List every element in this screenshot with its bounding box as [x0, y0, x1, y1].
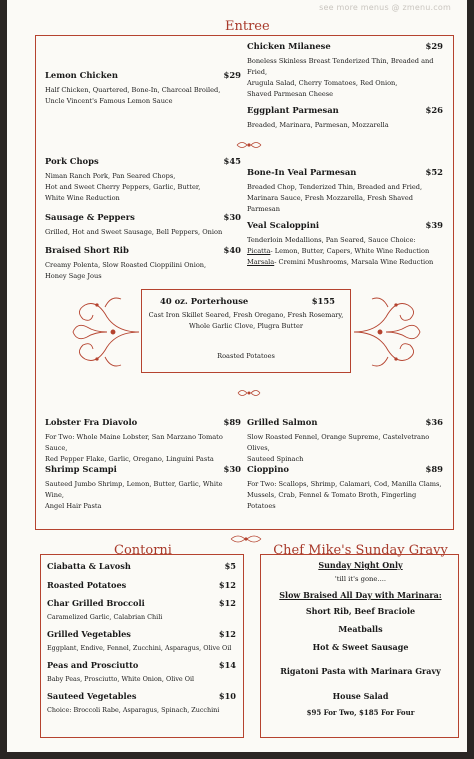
entree-item-desc-line: Marinara Sauce, Fresh Mozzarella, Fresh Shaved Parmesan	[247, 194, 414, 213]
gravy-subtitle: Sunday Night Only	[318, 560, 403, 570]
entree-item-name: Lemon Chicken	[45, 70, 118, 80]
watermark: see more menus @ zmenu.com	[319, 3, 451, 12]
entree-item-name: Shrimp Scampi	[45, 464, 117, 474]
contorni-item-header	[47, 561, 236, 571]
entree-item	[247, 464, 443, 512]
contorni-item-desc: Choice: Broccoli Rabe, Asparagus, Spinach, Zucchini	[47, 706, 220, 714]
left-scroll-ornament-icon	[67, 287, 141, 377]
entree-item-desc	[45, 171, 241, 204]
entree-item-desc-line: Half Chicken, Quartered, Bone-In, Charcoal Broiled,	[45, 86, 221, 94]
gravy-line: Hot & Sweet Sausage	[312, 642, 409, 652]
entree-item-desc-line: Tenderloin Medallions, Pan Seared, Sauce Choice:	[247, 236, 416, 244]
entree-item-desc-line: Sauteed Spinach	[247, 455, 304, 463]
entree-item-desc-line: Slow Roasted Fennel, Orange Supreme, Castelvetrano Olives,	[247, 433, 430, 452]
entree-item-header	[247, 417, 443, 427]
contorni-item-price: $5	[224, 561, 236, 571]
entree-item-desc-line: Shaved Parmesan Cheese	[247, 90, 334, 98]
porterhouse-desc	[141, 310, 351, 332]
entree-item-price: $52	[425, 167, 443, 177]
gravy-price: $95 For Two, $185 For Four	[306, 708, 415, 717]
entree-item-desc-line: White Wine Reduction	[45, 194, 120, 202]
porterhouse-desc-line: Cast Iron Skillet Seared, Fresh Oregano, Fresh Rosemary,	[148, 311, 344, 319]
entree-item-desc-line: Creamy Polenta, Slow Roasted Cioppilini Onion,	[45, 261, 207, 269]
menu-page	[7, 0, 467, 752]
entree-item-price: $36	[425, 417, 443, 427]
sauce-option-desc: - Cremini Mushrooms, Marsala Wine Reduction	[274, 258, 434, 266]
porterhouse-price: $155	[311, 296, 335, 306]
flourish-icon	[235, 139, 263, 151]
entree-item-desc	[45, 479, 241, 512]
entree-item-header	[45, 70, 241, 80]
contorni-title: Contorni	[114, 543, 172, 558]
sauce-option-name: Picatta	[247, 247, 271, 255]
entree-item-header	[45, 212, 241, 222]
entree-item	[45, 212, 241, 238]
sauce-option-desc: - Lemon, Butter, Capers, White Wine Reduction	[270, 247, 430, 255]
entree-item-desc	[247, 56, 443, 100]
contorni-item-name: Ciabatta & Lavosh	[47, 561, 131, 571]
contorni-item	[47, 598, 236, 623]
contorni-item-price: $14	[218, 660, 236, 670]
entree-item-desc-line: Uncle Vincent's Famous Lemon Sauce	[45, 97, 173, 105]
entree-item-desc-line: Boneless Skinless Breast Tenderized Thin, Breaded and Fried,	[247, 57, 434, 76]
contorni-item-price: $12	[218, 598, 236, 608]
entree-item-price: $39	[425, 220, 443, 230]
porterhouse-desc-line: Whole Garlic Clove, Plugra Butter	[188, 322, 304, 330]
entree-item-name: Eggplant Parmesan	[247, 105, 339, 115]
entree-item	[45, 245, 241, 282]
entree-item-price: $40	[223, 245, 241, 255]
contorni-item-desc: Baby Peas, Prosciutto, White Onion, Olive Oil	[47, 675, 195, 683]
entree-item-name: Grilled Salmon	[247, 417, 318, 427]
contorni-item-header	[47, 691, 236, 701]
entree-item-header	[247, 41, 443, 51]
entree-item-header	[45, 464, 241, 474]
contorni-item	[47, 691, 236, 716]
gravy-heading: Slow Braised All Day with Marinara:	[279, 590, 442, 600]
contorni-item-name: Peas and Prosciutto	[47, 660, 139, 670]
entree-item-desc	[247, 182, 443, 215]
divider-flourish-icon	[229, 533, 263, 545]
entree-item-header	[45, 417, 241, 427]
entree-item-header	[247, 220, 443, 230]
contorni-item	[47, 561, 236, 571]
entree-item-name: Braised Short Rib	[45, 245, 129, 255]
entree-item-name: Sausage & Peppers	[45, 212, 135, 222]
contorni-item-header	[47, 598, 236, 608]
entree-item-price: $45	[223, 156, 241, 166]
entree-item-price: $30	[223, 464, 241, 474]
gravy-title: Chef Mike's Sunday Gravy	[273, 543, 448, 558]
contorni-item-header	[47, 660, 236, 670]
contorni-item-name: Char Grilled Broccoli	[47, 598, 145, 608]
contorni-item-price: $12	[218, 580, 236, 590]
entree-item	[45, 464, 241, 512]
sauce-option	[247, 257, 443, 268]
entree-item-name: Bone-In Veal Parmesan	[247, 167, 357, 177]
contorni-item	[47, 629, 236, 654]
entree-item-header	[45, 156, 241, 166]
entree-item-name: Cioppino	[247, 464, 290, 474]
entree-item-desc	[247, 235, 443, 268]
entree-item-desc-line: Hot and Sweet Cherry Peppers, Garlic, Butter,	[45, 183, 201, 191]
entree-item-desc-line: Breaded, Marinara, Parmesan, Mozzarella	[247, 121, 389, 129]
porterhouse-item	[160, 296, 335, 306]
gravy-line: House Salad	[332, 691, 389, 701]
entree-title: Entree	[225, 19, 270, 34]
entree-item-price: $29	[223, 70, 241, 80]
contorni-item-name: Grilled Vegetables	[47, 629, 131, 639]
flourish-icon	[236, 387, 262, 399]
contorni-item-desc: Eggplant, Endive, Fennel, Zucchini, Asparagus, Olive Oil	[47, 644, 232, 652]
entree-item-desc	[247, 479, 443, 512]
entree-item	[247, 167, 443, 215]
entree-item-name: Veal Scaloppini	[247, 220, 320, 230]
entree-item-desc-line: Mussels, Crab, Fennel & Tomato Broth, Fingerling Potatoes	[247, 491, 417, 510]
entree-item-desc	[247, 432, 443, 465]
entree-item-price: $30	[223, 212, 241, 222]
entree-item-name: Chicken Milanese	[247, 41, 331, 51]
gravy-line: Short Rib, Beef Braciole	[305, 606, 416, 616]
contorni-item-header	[47, 629, 236, 639]
gravy-note: 'till it's gone....	[334, 575, 387, 583]
entree-item-desc	[45, 85, 241, 107]
entree-item-header	[247, 464, 443, 474]
contorni-item-name: Roasted Potatoes	[47, 580, 127, 590]
entree-item	[45, 156, 241, 204]
entree-item-desc	[247, 120, 443, 131]
entree-item-desc-line: Breaded Chop, Tenderized Thin, Breaded and Fried,	[247, 183, 423, 191]
entree-item-header	[247, 105, 443, 115]
contorni-item-desc: Caramelized Garlic, Calabrian Chili	[47, 613, 163, 621]
contorni-item-name: Sauteed Vegetables	[47, 691, 137, 701]
entree-item	[247, 417, 443, 465]
entree-item-desc-line: For Two: Scallops, Shrimp, Calamari, Cod, Manilla Clams,	[247, 480, 442, 488]
sauce-option	[247, 246, 443, 257]
entree-item-price: $89	[223, 417, 241, 427]
entree-item-desc	[45, 227, 241, 238]
entree-item	[247, 41, 443, 100]
gravy-line: Rigatoni Pasta with Marinara Gravy	[280, 666, 441, 676]
entree-item-desc-line: Angel Hair Pasta	[45, 502, 102, 510]
gravy-line: Meatballs	[338, 624, 383, 634]
entree-item-desc	[45, 432, 241, 465]
contorni-item-price: $10	[218, 691, 236, 701]
entree-item-name: Pork Chops	[45, 156, 99, 166]
entree-item-desc-line: Honey Sage Jous	[45, 272, 102, 280]
entree-item-price: $89	[425, 464, 443, 474]
entree-item	[45, 70, 241, 107]
contorni-item	[47, 660, 236, 685]
entree-item-desc-line: Grilled, Hot and Sweet Sausage, Bell Peppers, Onion	[45, 228, 223, 236]
entree-item-desc-line: For Two: Whole Maine Lobster, San Marzano Tomato Sauce,	[45, 433, 223, 452]
entree-item-desc-line: Red Pepper Flake, Garlic, Oregano, Linguini Pasta	[45, 455, 214, 463]
entree-item-desc-line: Arugula Salad, Cherry Tomatoes, Red Onion,	[247, 79, 398, 87]
porterhouse-name: 40 oz. Porterhouse	[160, 296, 249, 306]
entree-item-name: Lobster Fra Diavolo	[45, 417, 138, 427]
sauce-option-name: Marsala	[247, 258, 275, 266]
entree-item	[247, 220, 443, 268]
entree-item-header	[247, 167, 443, 177]
entree-item-header	[45, 245, 241, 255]
entree-item	[247, 105, 443, 131]
contorni-item-header	[47, 580, 236, 590]
entree-item-price: $26	[425, 105, 443, 115]
entree-item-desc	[45, 260, 241, 282]
entree-item-price: $29	[425, 41, 443, 51]
porterhouse-side: Roasted Potatoes	[217, 352, 275, 360]
entree-item-desc-line: Sauteed Jumbo Shrimp, Lemon, Butter, Garlic, White Wine,	[45, 480, 223, 499]
entree-item	[45, 417, 241, 465]
contorni-item-price: $12	[218, 629, 236, 639]
entree-item-desc-line: Niman Ranch Pork, Pan Seared Chops,	[45, 172, 176, 180]
right-scroll-ornament-icon	[352, 287, 426, 377]
contorni-item	[47, 580, 236, 590]
